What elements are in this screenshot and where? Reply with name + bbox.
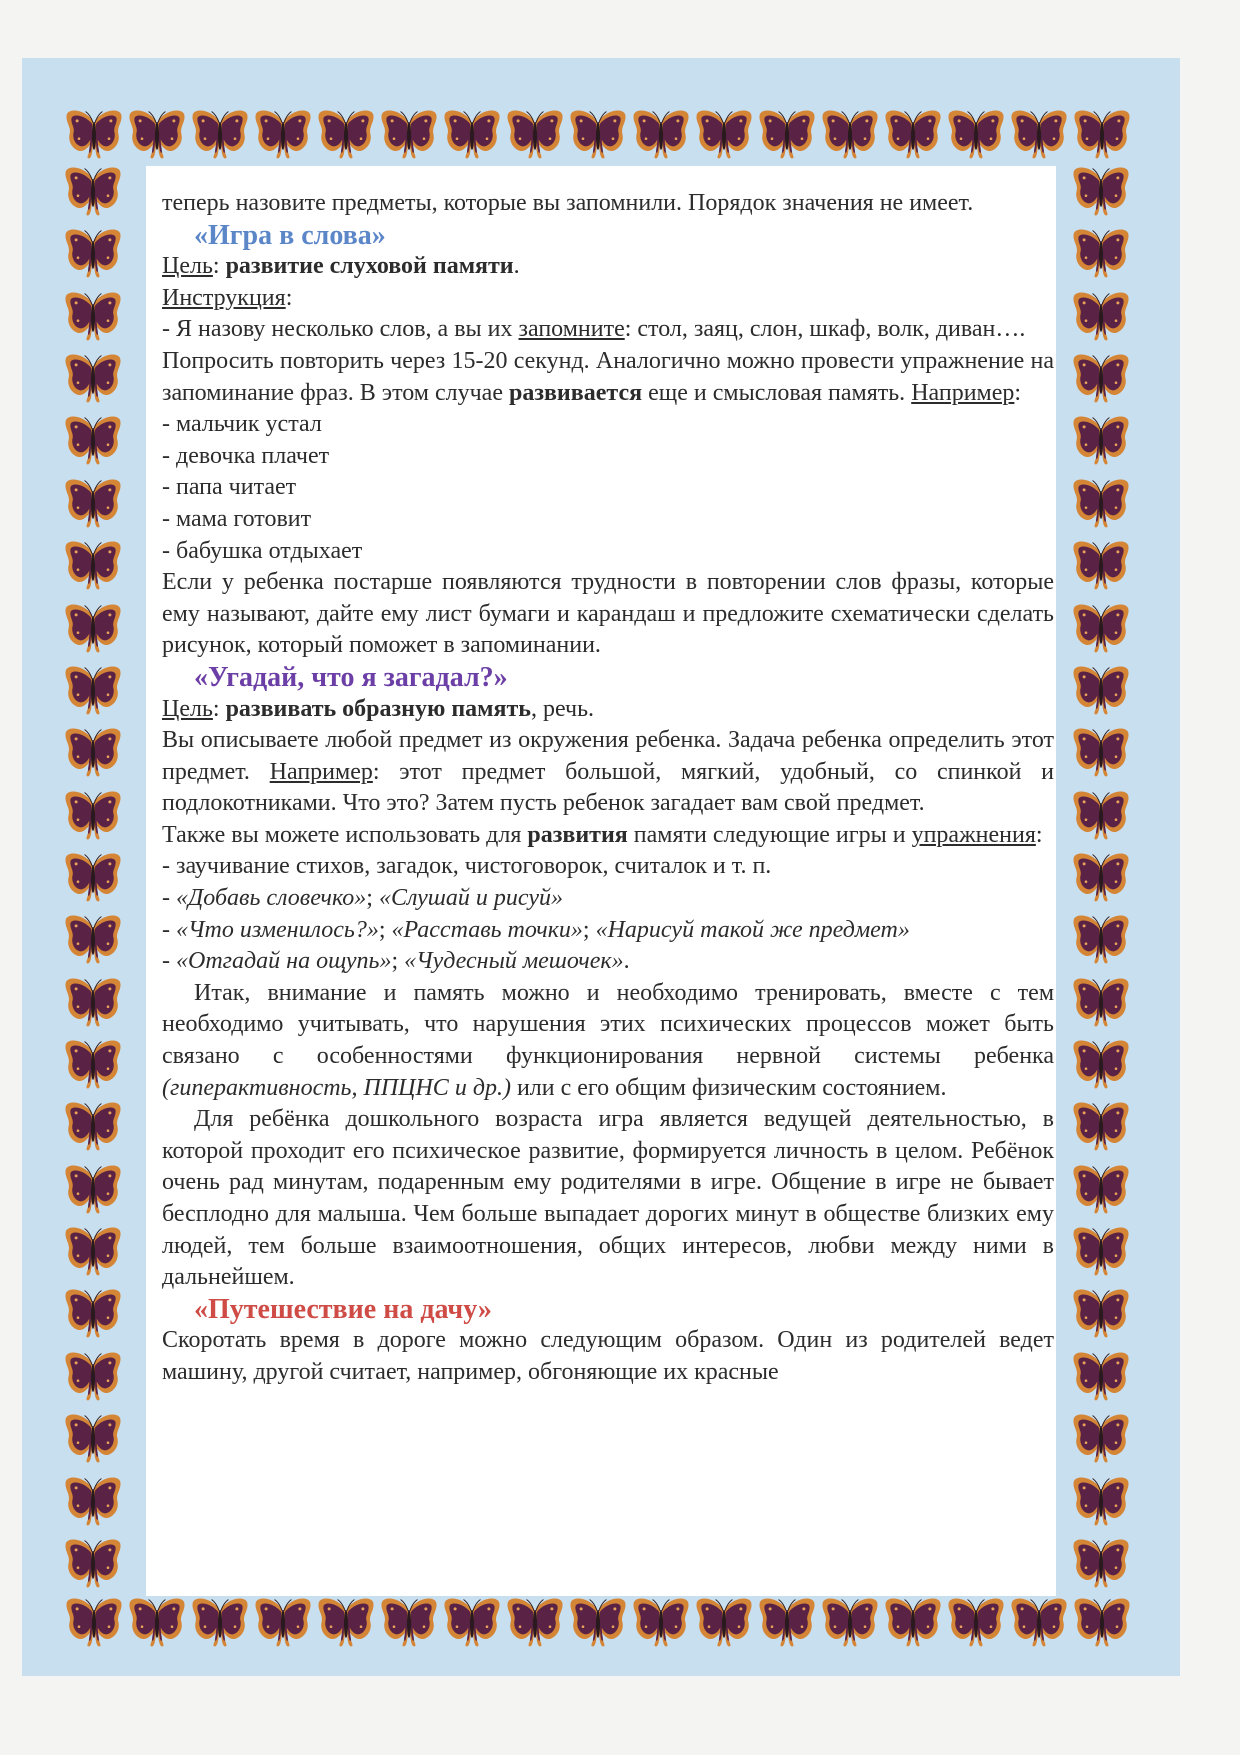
goal-text: развитие слуховой памяти: [225, 253, 514, 280]
list-end: .: [623, 948, 630, 975]
butterfly-icon: [63, 788, 123, 842]
game-name: «Добавь словечко»: [176, 885, 367, 912]
goal-label: Цель: [162, 695, 213, 722]
list-separator: ;: [391, 948, 405, 975]
butterfly-icon: [1071, 1536, 1131, 1590]
conclusion-end: или с его общим физическим состоянием.: [510, 1074, 947, 1101]
goal-end: .: [513, 253, 520, 280]
butterfly-icon: [1071, 850, 1131, 904]
game1-goal: [162, 251, 1054, 283]
game-name: «Чудесный мешочек»: [404, 948, 624, 975]
paragraph-start: Попросить повторить через 15-20 секунд. Аналогично можно провести упражнение на запоминание фраз. В этом случае: [162, 347, 1054, 406]
butterfly-icon: [379, 107, 439, 161]
butterfly-icon: [127, 107, 187, 161]
butterfly-icon: [1009, 107, 1069, 161]
butterfly-icon: [442, 107, 502, 161]
game1-paragraph-2: Если у ребенка постарше появляются трудности в повторении слов фразы, которые ему называют, дайте ему лист бумаги и карандаш и предложите схематически сделать рисунок, который поможет в запоминании.: [162, 569, 1054, 659]
butterfly-icon: [883, 107, 943, 161]
butterfly-icon: [63, 413, 123, 467]
also-start: Также вы можете использовать для: [162, 821, 528, 848]
content-panel: [146, 166, 1056, 1596]
butterfly-icon: [757, 107, 817, 161]
border-right: [1070, 164, 1132, 1590]
also-colon: :: [1035, 821, 1043, 848]
butterfly-icon: [505, 107, 565, 161]
butterfly-icon: [63, 226, 123, 280]
game3-title: «Путешествие на дачу»: [194, 1293, 492, 1325]
game2-title: «Угадай, что я загадал?»: [194, 661, 508, 693]
butterfly-icon: [1071, 413, 1131, 467]
butterfly-icon: [1071, 1162, 1131, 1216]
also-bold: развития: [527, 821, 628, 848]
butterfly-icon: [820, 107, 880, 161]
instruction-colon: :: [285, 284, 293, 311]
butterfly-icon: [63, 725, 123, 779]
list-dash: -: [162, 948, 176, 975]
butterfly-icon: [63, 1162, 123, 1216]
border-top: [64, 104, 1132, 164]
butterfly-icon: [63, 1474, 123, 1528]
butterfly-icon: [63, 538, 123, 592]
butterfly-icon: [1072, 1595, 1132, 1649]
butterfly-icon: [1071, 476, 1131, 530]
intro-paragraph: теперь назовите предметы, которые вы запомнили. Порядок значения не имеет.: [162, 190, 974, 216]
game-name: «Отгадай на ощупь»: [176, 948, 392, 975]
butterfly-icon: [63, 1099, 123, 1153]
butterfly-icon: [1071, 1349, 1131, 1403]
butterfly-icon: [63, 601, 123, 655]
butterfly-icon: [442, 1595, 502, 1649]
butterfly-icon: [1071, 226, 1131, 280]
butterfly-icon: [127, 1595, 187, 1649]
butterfly-icon: [1071, 788, 1131, 842]
butterfly-icon: [63, 476, 123, 530]
phrase-item: - девочка плачет: [162, 442, 330, 469]
goal-text: развивать образную память: [225, 695, 531, 722]
butterfly-icon: [1009, 1595, 1069, 1649]
instruction-line-start: - Я назову несколько слов, а вы их: [162, 316, 519, 343]
conclusion-paragraph: [162, 978, 1054, 1104]
also-underlined: упражнения: [911, 821, 1036, 848]
butterfly-icon: [63, 1286, 123, 1340]
game2-goal: [162, 694, 1054, 726]
game-list-item: [162, 915, 1054, 947]
butterfly-icon: [190, 1595, 250, 1649]
game-name: «Что изменилось?»: [176, 916, 379, 943]
example-label: Например: [911, 379, 1015, 406]
game-list-item: - заучивание стихов, загадок, чистоговорок, считалок и т. п.: [162, 853, 772, 880]
paragraph-bold: развивается: [508, 379, 643, 406]
butterfly-icon: [63, 850, 123, 904]
list-dash: -: [162, 916, 176, 943]
list-dash: -: [162, 885, 176, 912]
instruction-underlined: запомните: [518, 316, 625, 343]
butterfly-icon: [820, 1595, 880, 1649]
goal-label: Цель: [162, 253, 213, 280]
goal-separator: :: [212, 253, 226, 280]
game-name: «Расставь точки»: [391, 916, 583, 943]
butterfly-icon: [946, 107, 1006, 161]
butterfly-icon: [63, 351, 123, 405]
goal-end: , речь.: [530, 695, 595, 722]
butterfly-icon: [1071, 663, 1131, 717]
butterfly-icon: [883, 1595, 943, 1649]
butterfly-icon: [316, 1595, 376, 1649]
game2-paragraph: [162, 725, 1054, 820]
goal-separator: :: [212, 695, 226, 722]
border-bottom: [64, 1592, 1132, 1652]
game-name: «Слушай и рисуй»: [378, 885, 564, 912]
butterfly-icon: [1071, 725, 1131, 779]
butterfly-icon: [568, 107, 628, 161]
butterfly-icon: [190, 107, 250, 161]
example-label: Например: [269, 758, 373, 785]
paragraph-end: : этот предмет большой, мягкий, удобный, со спинкой и подлокотниками. Что это? Затем пусть ребенок загадает вам свой предмет.: [162, 758, 1054, 817]
phrase-item: - мальчик устал: [162, 411, 322, 438]
butterfly-icon: [316, 107, 376, 161]
butterfly-icon: [64, 107, 124, 161]
phrase-item: - мама готовит: [162, 505, 312, 532]
butterfly-icon: [1071, 164, 1131, 218]
butterfly-icon: [505, 1595, 565, 1649]
butterfly-icon: [1071, 1286, 1131, 1340]
butterfly-icon: [1071, 1037, 1131, 1091]
phrase-item: - бабушка отдыхает: [162, 537, 363, 564]
butterfly-icon: [253, 1595, 313, 1649]
game2-also-paragraph: [162, 820, 1054, 852]
butterfly-icon: [631, 1595, 691, 1649]
paragraph-start: Вы описываете любой предмет из окружения ребенка. Задача ребенка определить этот предмет.: [162, 727, 1054, 785]
butterfly-icon: [1071, 1411, 1131, 1465]
butterfly-icon: [1072, 107, 1132, 161]
conclusion-start: Итак, внимание и память можно и необходимо тренировать, вместе с тем необходимо учитывать, что нарушения этих психических процессов может быть связано с особенностями функционирования нервной системы ребенка: [162, 979, 1054, 1070]
butterfly-icon: [63, 1349, 123, 1403]
game-list-item: [162, 946, 1054, 978]
border-left: [62, 164, 124, 1590]
butterfly-icon: [1071, 1224, 1131, 1278]
butterfly-icon: [694, 1595, 754, 1649]
butterfly-icon: [63, 1037, 123, 1091]
butterfly-icon: [63, 663, 123, 717]
list-separator: ;: [366, 885, 379, 912]
game-list-item: [162, 883, 1054, 915]
butterfly-icon: [63, 164, 123, 218]
butterfly-icon: [568, 1595, 628, 1649]
also-middle: памяти следующие игры и: [627, 821, 912, 848]
butterfly-icon: [1071, 351, 1131, 405]
document-text: [162, 188, 1054, 1389]
conclusion-paragraph-2: Для ребёнка дошкольного возраста игра является ведущей деятельностью, в которой проходит его психическое развитие, формируется личность в целом. Ребёнок очень рад минутам, подаренным ему родителями в игре. Общение в игре не бывает бесплодно для малыша. Чем больше выпадает дорогих минут в обществе близких ему людей, тем больше взаимоотношения, общих интересов, любви между ними в дальнейшем.: [162, 1106, 1054, 1291]
butterfly-icon: [63, 912, 123, 966]
butterfly-icon: [631, 107, 691, 161]
game3-paragraph: Скоротать время в дороге можно следующим образом. Один из родителей ведет машину, другой считает, например, обгоняющие их красные: [162, 1327, 1054, 1385]
game1-instruction-label: [162, 283, 1054, 315]
conclusion-italic: (гиперактивность, ППЦНС и др.): [162, 1074, 511, 1101]
butterfly-icon: [946, 1595, 1006, 1649]
butterfly-icon: [1071, 601, 1131, 655]
game1-paragraph: [162, 346, 1054, 409]
butterfly-icon: [63, 1536, 123, 1590]
butterfly-icon: [63, 1411, 123, 1465]
paragraph-middle: еще и смысловая память.: [642, 379, 912, 406]
butterfly-icon: [1071, 538, 1131, 592]
list-separator: ;: [378, 916, 392, 943]
butterfly-icon: [757, 1595, 817, 1649]
butterfly-icon: [63, 975, 123, 1029]
butterfly-icon: [379, 1595, 439, 1649]
butterfly-icon: [1071, 975, 1131, 1029]
list-separator: ;: [582, 916, 596, 943]
game1-title: «Игра в слова»: [194, 219, 386, 251]
game1-instruction-line: [162, 314, 1054, 346]
instruction-label: Инструкция: [162, 284, 286, 311]
instruction-line-end: : стол, заяц, слон, шкаф, волк, диван….: [624, 316, 1026, 343]
game-name: «Нарисуй такой же предмет»: [595, 916, 910, 943]
phrase-item: - папа читает: [162, 474, 297, 501]
butterfly-icon: [63, 1224, 123, 1278]
butterfly-icon: [1071, 1099, 1131, 1153]
butterfly-icon: [1071, 1474, 1131, 1528]
butterfly-icon: [64, 1595, 124, 1649]
example-colon: :: [1014, 379, 1022, 406]
butterfly-icon: [1071, 912, 1131, 966]
butterfly-icon: [253, 107, 313, 161]
butterfly-icon: [694, 107, 754, 161]
butterfly-icon: [63, 289, 123, 343]
butterfly-icon: [1071, 289, 1131, 343]
